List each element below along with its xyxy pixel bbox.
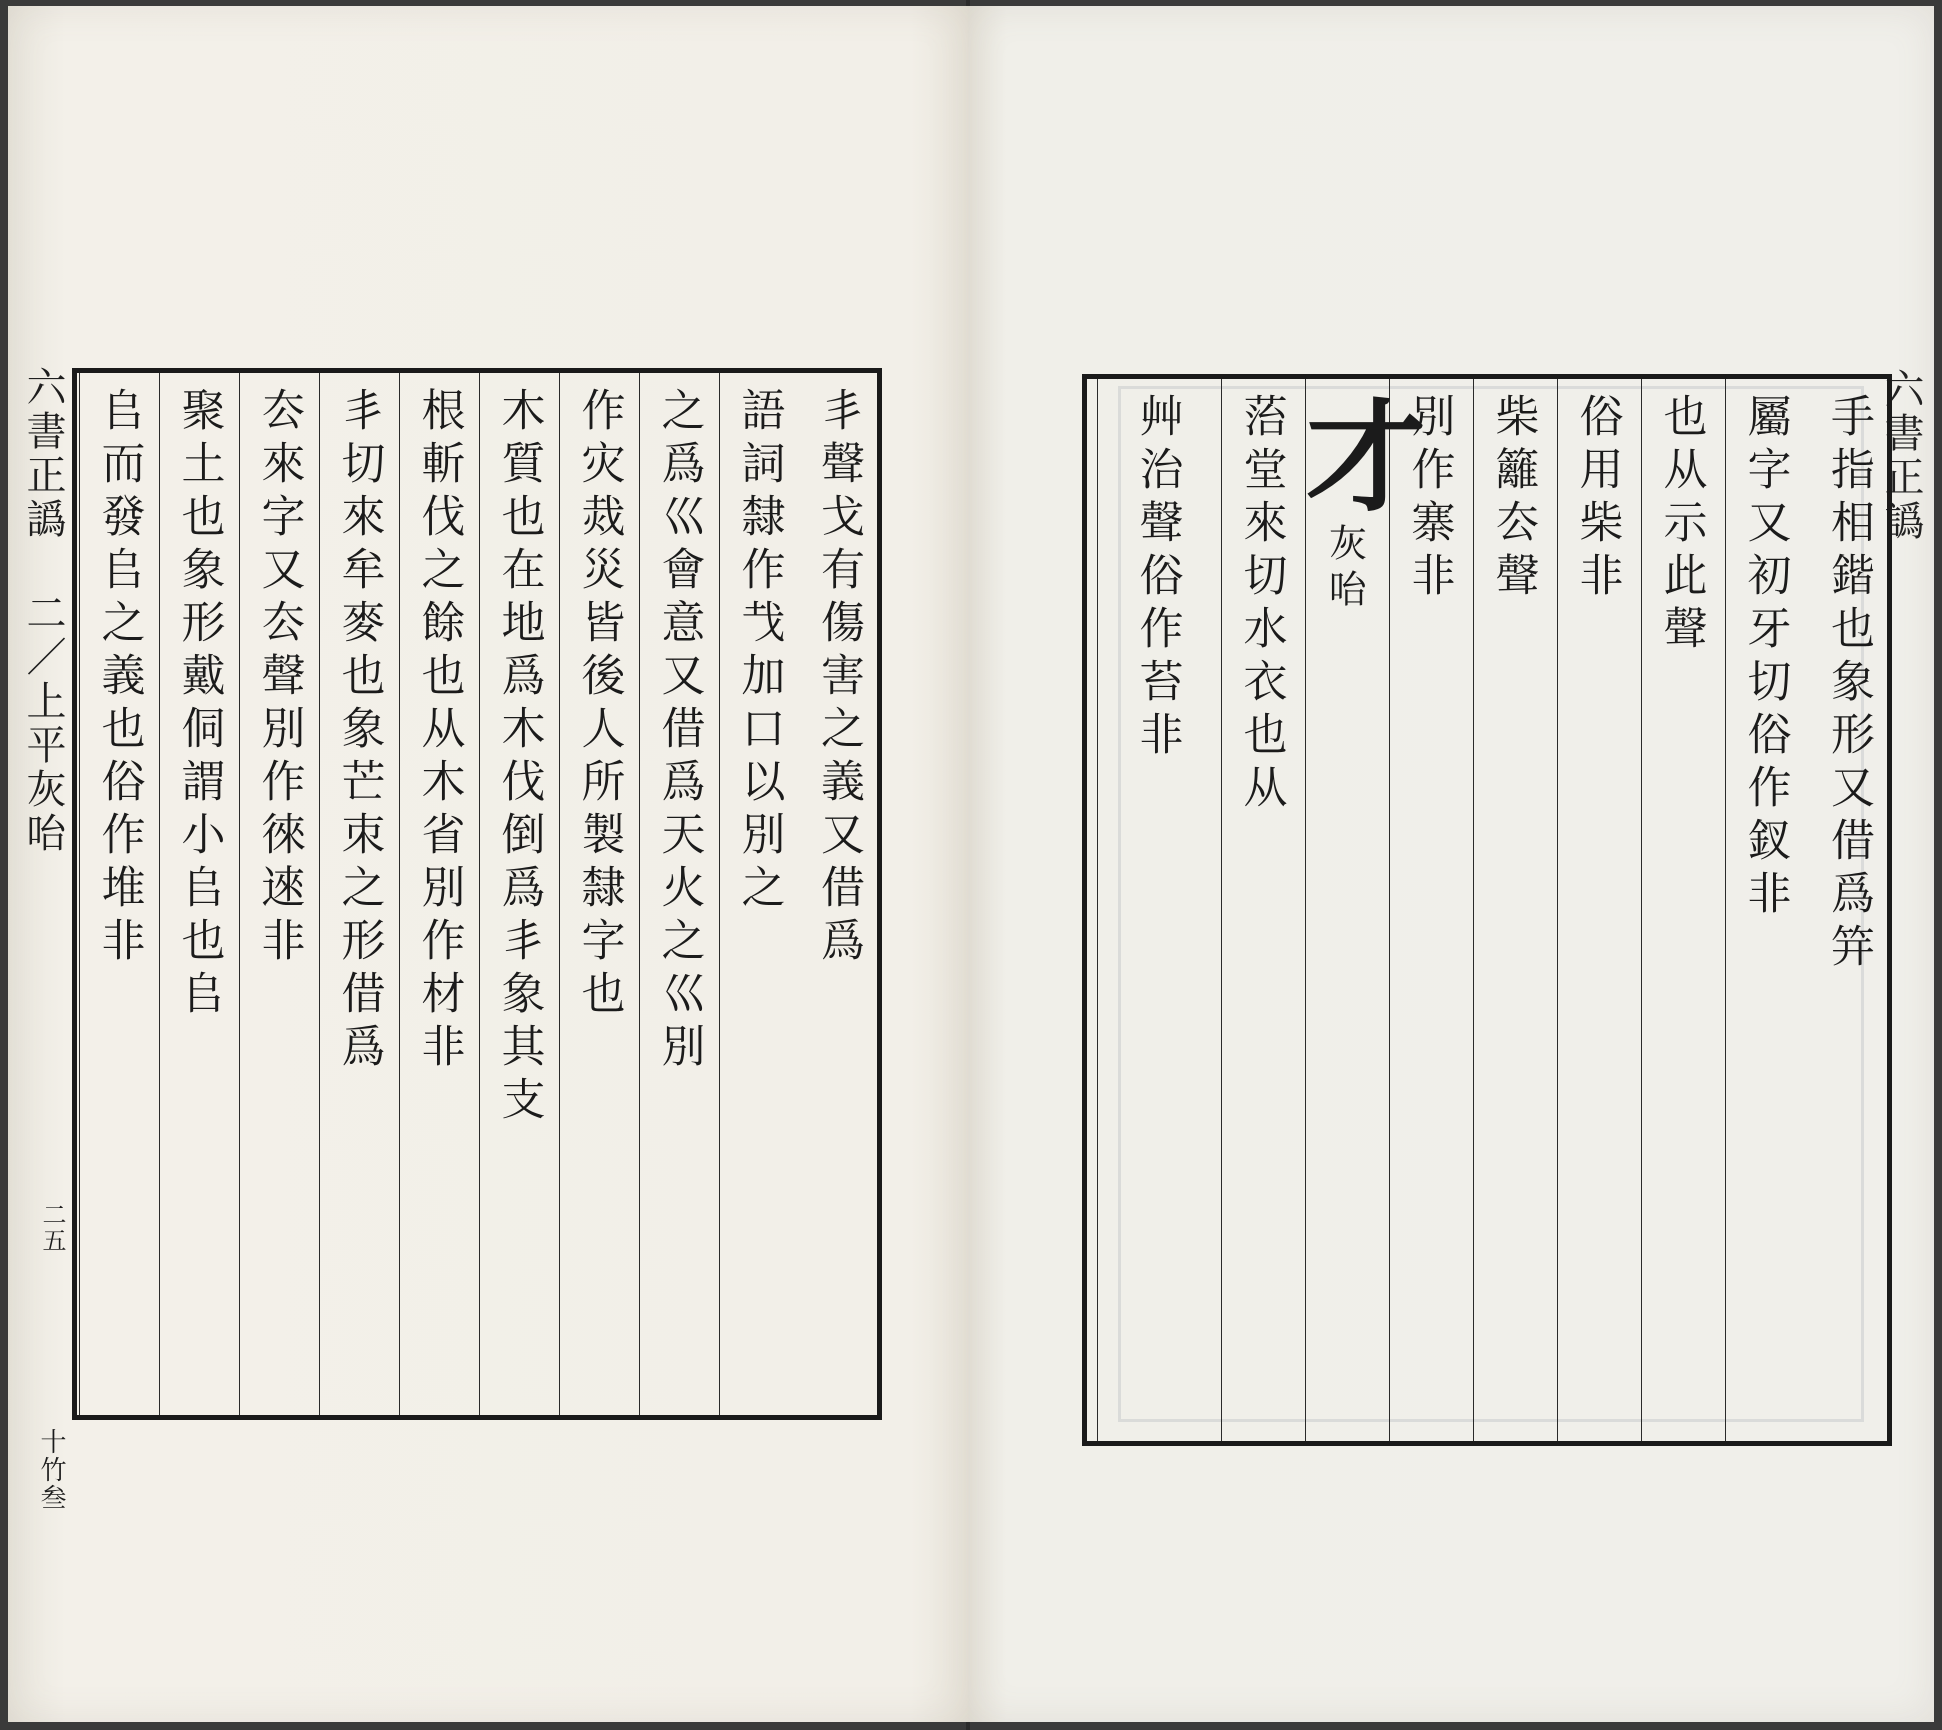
text-column: [1557, 379, 1635, 1441]
column-note: 灰咍: [1322, 523, 1367, 615]
column-text: 聚土也象形戴侗謂小𠂤也𠂤: [173, 387, 225, 1023]
text-column: [399, 373, 477, 1415]
left-margin-title: [20, 366, 72, 856]
text-column: [559, 373, 637, 1415]
column-text: 丯聲戈有傷害之義又借爲: [813, 387, 864, 970]
text-column: [1389, 379, 1467, 1441]
column-text: 屬字又初牙切俗作釵非: [1739, 393, 1791, 923]
text-column: [1809, 379, 1887, 1441]
column-text: 木質也在地爲木伐倒爲丯象其支: [493, 387, 545, 1129]
text-column: [1473, 379, 1551, 1441]
column-text: 𠂤而發𠂤之義也俗作堆非: [93, 387, 145, 970]
left-page: [8, 6, 968, 1722]
right-margin-title: 六書正譌: [1878, 368, 1924, 544]
text-column: [159, 373, 237, 1415]
text-column: [1097, 379, 1215, 1441]
column-text: 作灾烖災皆後人所製隸字也: [573, 387, 625, 1023]
text-column: [639, 373, 717, 1415]
text-column: [1725, 379, 1803, 1441]
right-page: [968, 6, 1934, 1722]
column-text: 菭堂來切水衣也从: [1235, 393, 1287, 817]
text-column: [719, 373, 797, 1415]
block-number: 十竹叁: [36, 1428, 66, 1512]
volume-section-text: 二／上平灰咍: [20, 592, 66, 856]
column-text: 手指相鍇也象形又借爲笄: [1823, 393, 1874, 976]
seal-column: [1305, 379, 1426, 1441]
column-text: 語詞隸作𢦏加口以別之: [733, 387, 785, 917]
column-text: 別作寨非: [1403, 393, 1455, 605]
column-text: 根斬伐之餘也从木省別作材非: [413, 387, 465, 1076]
text-column: [239, 373, 317, 1415]
column-text: 丯切來牟麥也象芒朿之形借爲: [333, 387, 385, 1076]
column-text: 柴籬厺聲: [1487, 393, 1539, 605]
seal-character: 才: [1306, 387, 1426, 528]
page-number: 二五: [38, 1202, 66, 1254]
text-column: [1641, 379, 1719, 1441]
column-text: 厺來字又厺聲別作徠逨非: [253, 387, 305, 970]
column-text: 也从示此聲: [1655, 393, 1707, 658]
column-text: 艸治聲俗作苔非: [1131, 393, 1183, 764]
text-column: [479, 373, 557, 1415]
text-column: [799, 373, 877, 1415]
text-column: [1221, 379, 1299, 1441]
left-text-frame: [72, 368, 882, 1420]
right-text-frame: [1082, 374, 1892, 1446]
column-text: 之爲巛會意又借爲天火之巛別: [653, 387, 705, 1076]
margin-title-text: 六書正譌: [20, 366, 66, 542]
column-text: 俗用柴非: [1571, 393, 1623, 605]
text-column: [319, 373, 397, 1415]
text-column: [79, 373, 157, 1415]
